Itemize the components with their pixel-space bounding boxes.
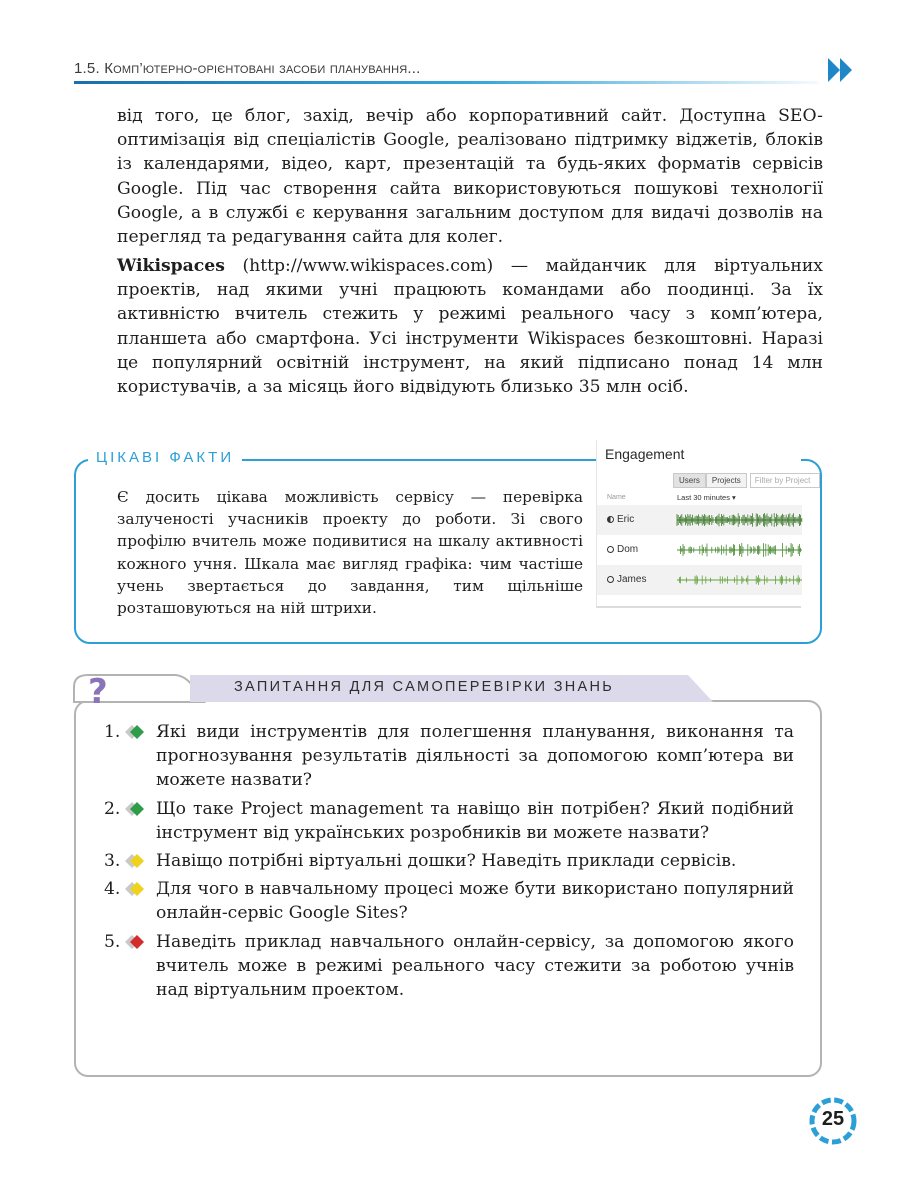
activity-bar [677,573,802,587]
question-item [104,720,794,793]
question-item [104,930,794,1003]
engagement-user-name [607,544,638,555]
section-name: Комп’ютерно-орієнтовані засоби планування... [104,60,421,77]
facts-label: ЦІКАВІ ФАКТИ [88,449,242,466]
user-label: James [617,574,647,585]
engagement-user-name [607,574,646,585]
difficulty-diamond-icon [126,935,144,949]
engagement-widget [596,440,811,608]
engagement-row[interactable] [597,565,802,595]
engagement-title: Engagement [605,446,685,462]
page-number: 25 [821,1108,845,1130]
time-range-select[interactable]: Last 30 minutes ▾ [677,493,736,502]
section-number: 1.5. [74,60,100,77]
status-indicator-icon [607,576,614,583]
paragraph-wikispaces [117,254,823,399]
question-mark-icon: ? [88,672,108,712]
question-number: 3. [104,851,121,872]
section-title [74,60,420,77]
tab-users[interactable]: Users [673,473,706,488]
question-number: 1. [104,722,121,742]
question-text: Які види інструментів для полегшення планування, виконання та прогнозування результатів діяльності за допомогою комп’ютера ви можете назвати? [156,722,794,791]
paragraph-google-sites: від того, це блог, захід, вечір або корпоративний сайт. Доступна SEO-оптимізація від спеціалістів Google, реалізовано підтримку віджетів, блоків із календарями, відео, карт, презентацій та будь-яких форматів сервісів Google. Під час створення сайта використовуються пошукові технології Google, а в службі є керування загальним доступом для видачі дозволів на перегляд та редагування сайта для колег. [117,106,823,248]
header-divider [74,81,819,84]
column-header-name: Name [607,494,626,501]
question-item [104,797,794,845]
difficulty-diamond-icon [126,882,144,896]
engagement-row[interactable] [597,505,802,535]
question-number: 5. [104,931,121,952]
paragraph-wikispaces-text: (http://www.wikispaces.com) — майданчик для віртуальних проектів, над якими учні працюють командами або поодинці. За їх активністю вчитель стежить у режимі реального часу з комп’ютера, планшета або смартфона. Усі інструменти Wikispaces безкоштовні. Наразі це популярний освітній інструмент, на який підписано понад 14 млн користувачів, а за місяць його відвідують близько 35 млн осіб. [117,256,823,398]
question-text: Що таке Project management та навіщо він потрібен? Який подібний інструмент від українських розробників ви можете назвати? [156,798,794,843]
tab-projects[interactable]: Projects [706,473,747,488]
questions-title: ЗАПИТАННЯ ДЛЯ САМОПЕРЕВІРКИ ЗНАНЬ [234,679,615,695]
engagement-row[interactable] [597,535,802,565]
difficulty-diamond-icon [126,725,144,739]
activity-bar [677,543,802,557]
activity-bar [677,513,802,527]
question-number: 4. [104,879,121,900]
difficulty-diamond-icon [126,854,144,868]
difficulty-diamond-icon [126,802,144,816]
engagement-user-name [607,514,634,525]
double-chevron-right-icon [826,56,856,84]
page-header [74,56,834,86]
engagement-tabs [673,473,820,488]
status-indicator-icon [607,516,614,523]
question-text: Наведіть приклад навчального онлайн-сервісу, за допомогою якого вчитель може в режимі реального часу стежити за роботою учнів над віртуальним проектом. [156,931,794,1001]
question-number: 2. [104,798,121,819]
question-item [104,849,794,873]
term-wikispaces: Wikispaces [117,256,225,276]
question-item [104,877,794,925]
question-text: Навіщо потрібні віртуальні дошки? Наведіть приклади сервісів. [156,851,737,872]
status-indicator-icon [607,546,614,553]
project-filter-input[interactable]: Filter by Project [750,473,820,488]
questions-list [104,720,794,1006]
user-label: Eric [617,514,635,525]
question-text: Для чого в навчальному процесі може бути використано популярний онлайн-сервіс Google Sites? [156,879,794,924]
facts-text: Є досить цікава можливість сервісу — перевірка залученості учасників проекту до роботи. Зі свого профілю вчитель може подивитися на шкалу активності кожного учня. Шкала має вигляд графіка: чим частіше учень звертається до завдання, тим щільніше розташовуються на ній штрихи. [117,488,583,618]
user-label: Dom [617,544,639,555]
